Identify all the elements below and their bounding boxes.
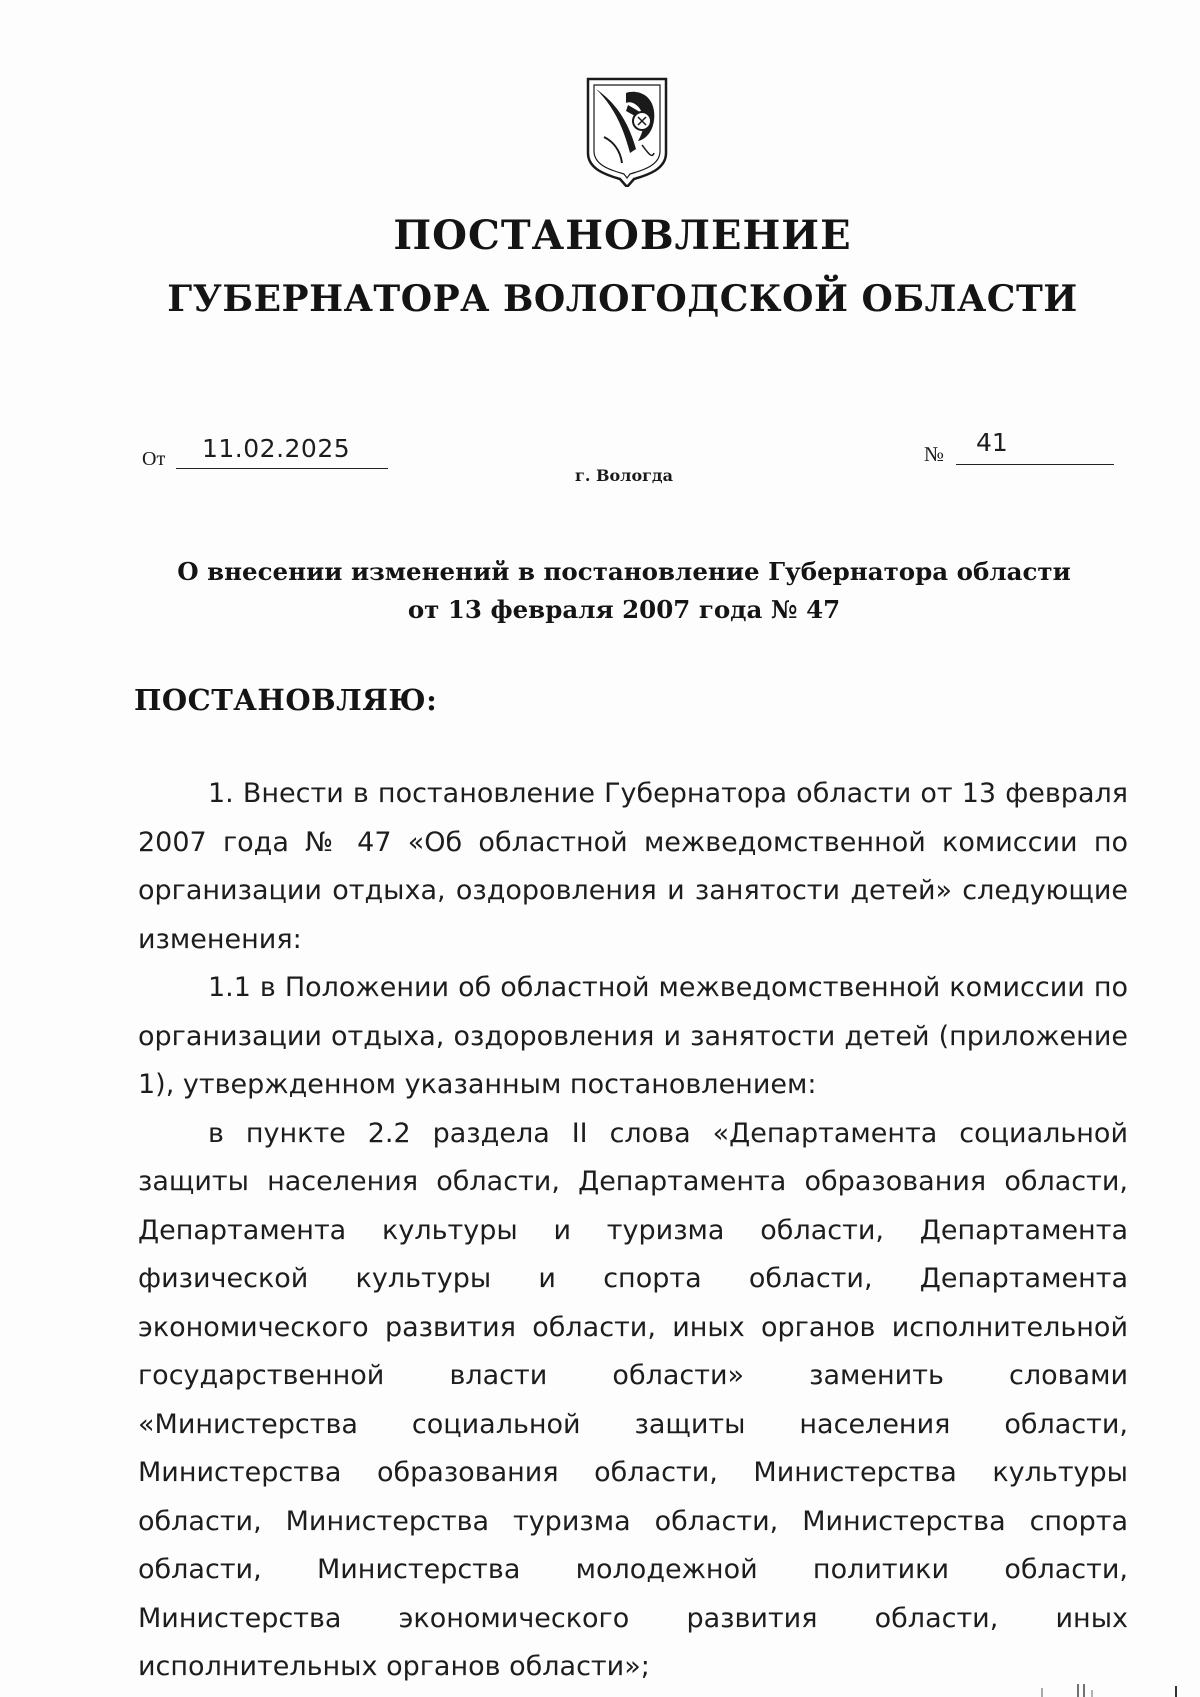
document-subject <box>0 553 1200 629</box>
document-issuer: ГУБЕРНАТОРА ВОЛОГОДСКОЙ ОБЛАСТИ <box>167 278 1078 320</box>
paragraph-2: 1.1 в Положении об областной межведомственной комиссии по организации отдыха, оздоровления и занятости детей (приложение 1), утвержденном указанным постановлением: <box>138 972 1128 1100</box>
number-value: 41 <box>976 428 1008 457</box>
date-field <box>176 434 388 469</box>
date-value: 11.02.2025 <box>202 434 351 463</box>
city-label: г. Вологда <box>575 466 673 485</box>
date-label: От <box>142 448 166 470</box>
document-title: ПОСТАНОВЛЕНИЕ <box>393 212 852 259</box>
number-field <box>956 428 1114 465</box>
number-label: № <box>924 442 945 466</box>
subject-line-2: от 13 февраля 2007 года № 47 <box>407 595 841 624</box>
coat-of-arms-icon <box>582 75 672 187</box>
resolve-heading: ПОСТАНОВЛЯЮ: <box>134 683 438 717</box>
document-body <box>138 770 1128 1692</box>
scan-artifact <box>1040 1678 1190 1697</box>
subject-line-1: О внесении изменений в постановление Губернатора области <box>177 557 1071 586</box>
paragraph-3: в пункте 2.2 раздела II слова «Департамента социальной защиты населения области, Департамента образования области, Департамента культуры и туризма области, Департамента физической культуры и спорта области, Департамента экономического развития области, иных органов исполнительной государственной власти области» заменить словами «Министерства социальной защиты населения области, Министерства образования области, Министерства культуры области, Министерства туризма области, Министерства спорта области, Министерства молодежной политики области, Министерства экономического развития области, иных исполнительных органов области»; <box>138 1117 1128 1682</box>
paragraph-1: 1. Внести в постановление Губернатора области от 13 февраля 2007 года № 47 «Об областной межведомственной комиссии по организации отдыха, оздоровления и занятости детей» следующие изменения: <box>138 778 1128 955</box>
